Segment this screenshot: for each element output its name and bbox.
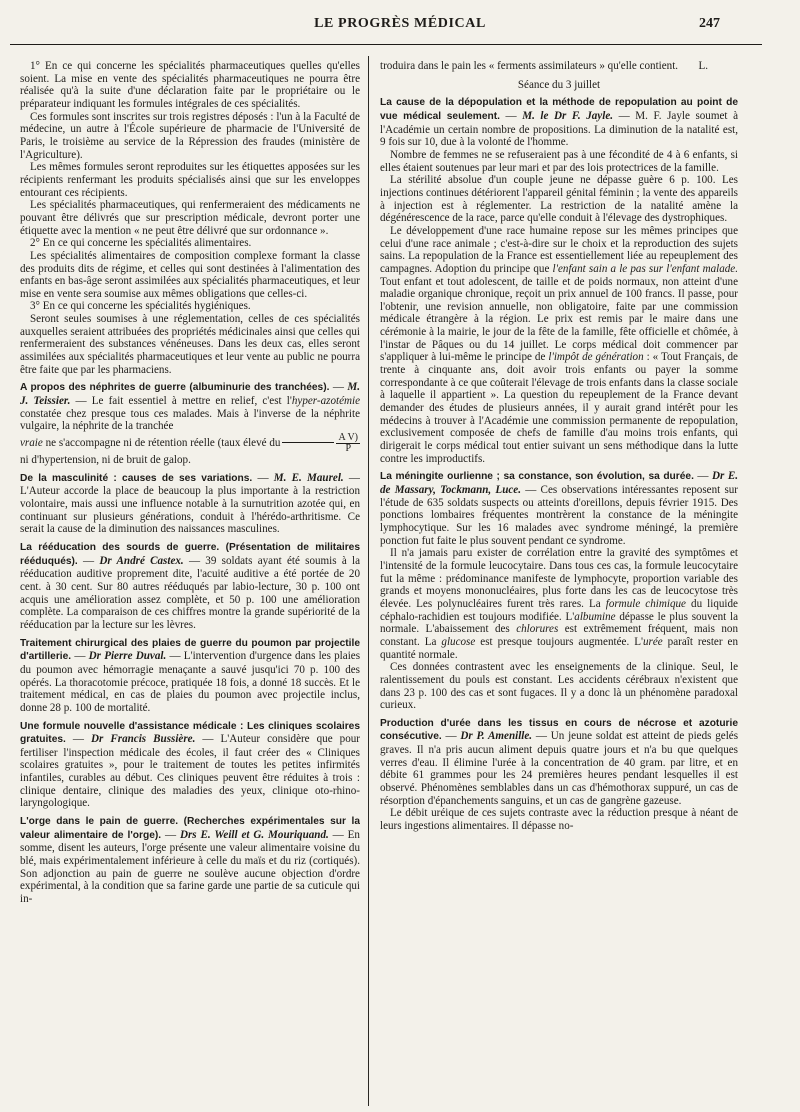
article-title: Production d'urée dans les tissus en cours de nécrose et azoturie consécutive.: [380, 717, 738, 743]
article-author: Drs E. Weill et G. Mouriquand.: [179, 828, 329, 841]
article-duval: Traitement chirurgical des plaies de guerre du poumon par projectile d'artillerie. — Dr Pierre Duval. — L'intervention d'urgence dans les plaies du poumon avec hémorragie menaçante a sauvé jusqu'ici 70 p. 100 des opérés. La thoracotomie précoce, pratiquée 18 fois, a donné 18 succès. Et le traitement médical, en cas de plaies du poumon avec projectile inclus, donne 28 p. 100 de mortalité.: [20, 637, 360, 714]
article-title: La méningite ourlienne ; sa constance, son évolution, sa durée.: [380, 471, 694, 483]
paragraph: Ces données contrastent avec les enseignements de la clinique. Seul, le ralentissement du pouls est constant. Les accidents cérébraux n'existent que dans 23 p. 100 des cas et sont fugaces. Il y a donc là un phénomène paradoxal curieux.: [380, 661, 738, 712]
journal-title: LE PROGRÈS MÉDICAL: [314, 16, 486, 31]
article-weill-mouriquand: L'orge dans le pain de guerre. (Recherches expérimentales sur la valeur alimentaire de l'orge). — Drs E. Weill et G. Mouriquand. — En somme, disent les auteurs, l'orge présente une valeur alimentaire voisine du blé, mais expérimentalement inférieure à celle du maïs et du riz (cortiqués). Son adjonction au pain de guerre ne soulève aucune objection d'ordre expérimental, à la condition que sa farine garde une partie de sa cuticule qui in-: [20, 816, 360, 906]
paragraph: [380, 547, 738, 661]
article-title: La rééducation des sourds de guerre. (Présentation de militaires rééduqués).: [20, 541, 360, 567]
paragraph-text: du liquide céphalo-rachidien est toujours modifiée. L': [380, 597, 738, 623]
article-jayle: La cause de la dépopulation et la méthode de repopulation au point de vue médical seulement. — M. le Dr F. Jayle. — M. F. Jayle soumet à l'Académie un certain nombre de propositions. La diminution de la natalité est, 9 fois sur 10, due à la volonté de l'homme.: [380, 97, 738, 149]
article-maurel: De la masculinité : causes de ses variations. — M. E. Maurel. — L'Auteur accorde la place de beaucoup la plus importante à la restriction volontaire, mais aussi une influence notable à la surnutrition azotée qui, en continuant sur plusieurs générations, conduit à l'hérédo-arthritisme. Ce serait la cause de la diminution des naissances masculines.: [20, 471, 360, 536]
paragraph-emphasis: urée: [642, 635, 663, 648]
paragraph: La stérilité absolue d'un couple jeune ne dépasse guère 6 p. 100. Les injections continues détériorent l'appareil génital féminin ; la vente des appareils à injection est à réglementer. La restriction de la natalité amène la dégénérescence de la race, parce qu'elle conduit à l'élevage des dystrophiques.: [380, 174, 738, 225]
session-heading: Séance du 3 juillet: [517, 78, 601, 91]
fraction-denominator: P: [345, 443, 351, 455]
paragraph: ni d'hypertension, ni de bruit de galop.: [20, 454, 191, 467]
right-column: [380, 60, 738, 1105]
paragraph: Les spécialités alimentaires de composition complexe formant la classe des produits dits de régime, et celles qui sont destinées à l'alimentation des enfants en bas-âge seront assimilées aux spécialités pharmaceutiques, et leur mise en vente sera soumise aux mêmes obligations que celles-ci.: [20, 249, 360, 300]
article-author: M. E. Maurel.: [273, 471, 344, 484]
paragraph-emphasis: formule chimique: [605, 597, 686, 610]
article-author: Dr André Castex.: [99, 554, 184, 567]
paragraph-text: est extrêmement fréquent, mais non constant. La: [380, 623, 738, 648]
paragraph-text: est presque toujours augmentée. L': [475, 635, 643, 648]
header-rule: [10, 44, 762, 45]
left-column: [20, 60, 360, 1105]
paragraph: Nombre de femmes ne se refuseraient pas à une fécondité de 4 à 6 enfants, si elles étaient soutenues par leur mari et par des lois protectrices de la famille.: [380, 148, 738, 174]
continuation-signature: L.: [698, 60, 708, 72]
article-castex: La rééducation des sourds de guerre. (Présentation de militaires rééduqués). — Dr André Castex. — 39 soldats ayant été soumis à la rééducation auditive proprement dite, l'acuité auditive a été portée de 20 cent. à 30 cent. Sur 80 autres rééduqués par labio-lecture, 30 p. 100 ont acquis une amélioration assez complète, et 50 p. 100 une amélioration complète. La comparaison de ces chiffres montre la grande supériorité de la rééducation par la lecture sur les lèvres.: [20, 541, 360, 631]
article-title: L'orge dans le pain de guerre. (Recherches expérimentales sur la valeur alimentaire de l'orge).: [20, 816, 360, 841]
paragraph: Ces formules sont inscrites sur trois registres déposés : l'un à la Faculté de médecine, un autre à l'École supérieure de pharmacie de l'Université de Paris, le troisième au service de la Répression des fraudes (ministère de l'Agriculture).: [20, 110, 360, 161]
article-amenille: Production d'urée dans les tissus en cours de nécrose et azoturie consécutive. — Dr P. Amenille. — Un jeune soldat est atteint de pieds gelés graves. Il n'a pris aucun aliment depuis quatre jours et n'a bu que quelques verres d'eau. Il élimine l'urée à la concentration de 40 gram. par litre, et en débite 61 grammes pour les 24 premières heures pendant lesquelles il est observé. Phénomènes semblables dans un cas d'hémothorax suppuré, un cas de résorption d'épanchements sanguins, et un cas de gangrène gazeuse.: [380, 717, 738, 807]
article-massary: La méningite ourlienne ; sa constance, son évolution, sa durée. — Dr E. de Massary, Tockmann, Luce. — Ces observations intéressantes reposent sur l'étude de 635 soldats suspects ou atteints d'oreillons, depuis février 1915. Des ponctions lombaires fréquentes montrèrent la constance de la méningite lymphocytique. Sur les 16 malades avec syndrome méningé, la première ponction fut faite le plus souvent pendant ce syndrome.: [380, 470, 738, 547]
paragraph: 1° En ce qui concerne les spécialités pharmaceutiques quelles qu'elles soient. La mise en vente des spécialités pharmaceutiques ne pourra être réalisée qu'à la suite d'une déclaration faite par le propriétaire ou le préparateur indiquant les formules intégrales de ces spécialités.: [20, 60, 360, 110]
article-text: L'Auteur accorde la place de beaucoup la plus importante à la restriction volontaire, mais aussi une influence notable à la surnutrition azotée qui, en continuant sur plusieurs générations, conduit à l'hérédo-arthritisme. Ce serait la cause de la diminution des naissances masculines.: [20, 485, 360, 536]
article-author: Dr P. Amenille.: [460, 730, 533, 743]
paragraph-emphasis: l'impôt de génération: [548, 351, 644, 364]
paragraph: Seront seules soumises à une réglementation, celles de ces spécialités auxquelles seraient attribuées des propriétés médicinales ainsi que celles qui renfermeraient des substances vénéneuses. Dans les deux cas, elles seront assimilées aux spécialités pharmaceutiques et leur vente au public ne pourra être faite que par les pharmaciens.: [20, 313, 360, 376]
article-teissier: A propos des néphrites de guerre (albuminurie des tranchées). — M. J. Teissier. — Le fait essentiel à mettre en relief, c'est l'hyper-azotémie constatée chez presque tous ces malades. Mais à l'inverse de la néphrite vulgaire, la néphrite de la tranchée: [20, 381, 360, 433]
article-title: De la masculinité : causes de ses variations.: [20, 472, 253, 484]
fraction-numerator: A V): [338, 432, 358, 444]
article-text: En somme, disent les auteurs, l'orge présente une valeur alimentaire voisine du blé, mais expérimentalement inférieure à celle du maïs et du riz (cortiqués). Son adjonction au pain de guerre ne soulève aucune objection d'ordre expérimental, à la condition que sa farine garde une partie de sa cuticule qui in-: [20, 828, 360, 906]
formula-line: [20, 433, 360, 454]
article-author: Dr Francis Bussière.: [91, 733, 196, 746]
formula-prefix-emphasis: vraie: [20, 437, 43, 450]
column-divider: [368, 56, 369, 1106]
paragraph: Les mêmes formules seront reproduites sur les étiquettes apposées sur les récipients renfermant les produits spécialisés ainsi que sur les enveloppes entourant ces récipients.: [20, 161, 360, 199]
paragraph-text: : « Tout Français, de trente à cinquante ans, doit avoir trois enfants ou payer la somme correspondante à ce que coûterait l'élevage de trois enfants dans la classe sociale à laquelle il appartient ». La question du repeuplement de la France devant demander des études de plusieurs années, il y aurait grand intérêt pour les médecins à trouver à l'Académie une commission permanente de repopulation, exclusivement composée de chefs de famille d'au moins trois enfants, qui dirigerait le corps médical tout entier suivant un sens méthodique dans la lutte contre les improductifs.: [380, 351, 738, 465]
formula-fraction: [336, 433, 360, 454]
paragraph-text: Le développement d'une race humaine repose sur les mêmes principes que celui d'une race animale ; c'est-à-dire sur le choix et la reproduction des sujets sains. La repopulation de la France est essentiellement liée au repeuplement des campagnes. Adoption du principe que: [380, 224, 738, 275]
page-header: [0, 16, 800, 40]
paragraph-emphasis: chlorures: [516, 623, 559, 636]
article-title: La cause de la dépopulation et la méthode de repopulation au point de vue médical seulement.: [380, 97, 738, 122]
continuation-text: troduira dans le pain les « ferments assimilateurs » qu'elle contient.: [380, 60, 679, 72]
article-text: Le fait essentiel à mettre en relief, c'est l': [91, 395, 292, 408]
page-number: 247: [699, 16, 720, 31]
paragraph: 2° En ce qui concerne les spécialités alimentaires.: [30, 237, 252, 250]
article-text: M. F. Jayle soumet à l'Académie un certain nombre de propositions. La diminution de la natalité est, 9 fois sur 10, due à la volonté de l'homme.: [380, 109, 738, 149]
paragraph-text: dépasse le plus souvent la normale. L'abaissement des: [380, 610, 738, 636]
article-bussiere: Une formule nouvelle d'assistance médicale : Les cliniques scolaires gratuites. — Dr Francis Bussière. — L'Auteur considère que pour fertiliser l'inspection médicale des écoles, il faut créer des « Cliniques scolaires gratuites », pour le traitement de toutes les petites infirmités infantiles, curables au début. Ces cliniques peuvent être réduites à trois : clinique dentaire, clinique des maladies des yeux, clinique oto-rhino-laryngologique.: [20, 720, 360, 810]
paragraph: Le débit uréique de ces sujets contraste avec la réduction presque à néant de leurs ingestions alimentaires. Il dépasse no-: [380, 807, 738, 833]
article-text: L'Auteur considère que pour fertiliser l'inspection médicale des écoles, il faut créer des « Cliniques scolaires gratuites », pour le traitement de toutes les petites infirmités infantiles, curables au début. Ces cliniques peuvent être réduites à trois : clinique dentaire, clinique des maladies des yeux, clinique oto-rhino-laryngologique.: [20, 733, 360, 810]
paragraph-emphasis: l'enfant sain a le pas sur l'enfant malade.: [552, 262, 738, 275]
article-text: Un jeune soldat est atteint de pieds gelés graves. Il n'a pris aucun aliment depuis quatre jours et n'a bu que quelques verres d'eau. Il élimine l'urée à la concentration de 40 gram. par litre, et en débite 61 grammes pour les 24 premières heures pendant lesquelles il est observé. Phénomènes semblables dans un cas d'hémothorax suppuré, un cas de résorption d'épanchements sanguins, et un cas de gangrène gazeuse.: [380, 730, 738, 807]
paragraph-text: Il n'a jamais paru exister de corrélation entre la gravité des symptômes et l'intensité de la formule leucocytaire. Dans tous ces cas, la formule leucocytaire fut la même : prédominance manifeste de lymphocyte, proportion variable des grands et moyens mononucléaires, plus forte dans les cas de leucocytose très élevée. Les polynucléaires furent très rares. La: [380, 547, 738, 610]
article-text: constatée chez presque tous ces malades. Mais à l'inverse de la néphrite vulgaire, la néphrite de la tranchée: [20, 407, 360, 433]
article-title: A propos des néphrites de guerre (albuminurie des tranchées).: [20, 382, 330, 394]
article-author: Dr E. de Massary, Tockmann, Luce.: [380, 470, 738, 496]
article-text: L'intervention d'urgence dans les plaies du poumon avec hémorragie menaçante a sauvé jusqu'ici 70 p. 100 des opérés. La thoracotomie précoce, pratiquée 18 fois, a donné 18 succès. Et le traitement médical, en cas de plaies du poumon avec projectile inclus, donne 28 p. 100 de mortalité.: [20, 650, 360, 714]
article-title: Une formule nouvelle d'assistance médicale : Les cliniques scolaires gratuites.: [20, 720, 360, 746]
paragraph: Les spécialités pharmaceutiques, qui renfermeraient des médicaments ne pouvant être délivrés que sur prescription médicale, devront porter une étiquette avec la mention « ne peut être délivré que sur ordonnance ».: [20, 199, 360, 237]
paragraph: 3° En ce qui concerne les spécialités hygiéniques.: [30, 300, 251, 313]
article-text: Ces observations intéressantes reposent sur l'étude de 635 soldats suspects ou atteints d'oreillons, depuis février 1915. Des ponctions lombaires fréquentes montrèrent la constance de la méningite lymphocytique. Sur les 16 malades avec syndrome méningé, la première ponction fut faite le plus souvent pendant ce syndrome.: [380, 484, 738, 547]
paragraph-text: Tout enfant et tout adolescent, de taille et de poids normaux, non atteint d'une maladie organique chronique, reçoit un prix annuel de 100 francs. Il passe, pour l'obtenir, une revision annuelle, non obligatoire, faite par une commission médicale étrangère à la région. Le prix est remis par le maire dans une cérémonie à la mairie, le jour de la fête de la famille, fête officielle et chômée, à l'instar de Pâques ou du 14 juillet. Le corps médical doit commencer par s'appliquer à lui-même le principe de: [380, 275, 738, 364]
article-text: 39 soldats ayant été soumis à la rééducation auditive proprement dite, l'acuité auditive a été portée de 20 cent. à 30 cent. Sur 80 autres rééduqués par labio-lecture, 30 p. 100 ont acquis une amélioration assez complète, et 50 p. 100 une amélioration complète. La comparaison de ces chiffres montre la grande supériorité de la rééducation par la lecture sur les lèvres.: [20, 554, 360, 631]
continuation-paragraph: [380, 60, 738, 73]
paragraph-text: paraît rester en quantité normale.: [380, 635, 738, 661]
paragraph: [380, 225, 738, 465]
article-author: Dr Pierre Duval.: [88, 650, 167, 663]
article-author: M. J. Teissier.: [20, 381, 360, 408]
article-author: M. le Dr F. Jayle.: [522, 109, 614, 122]
paragraph-emphasis: glucose: [441, 635, 476, 648]
formula-prefix: ne s'accompagne ni de rétention réelle (taux élevé du: [42, 437, 281, 450]
article-emphasis: hyper-azotémie: [291, 395, 360, 408]
article-title: Traitement chirurgical des plaies de guerre du poumon par projectile d'artillerie.: [20, 637, 360, 663]
formula-rule: [282, 442, 334, 443]
paragraph-emphasis: albumine: [574, 610, 616, 623]
